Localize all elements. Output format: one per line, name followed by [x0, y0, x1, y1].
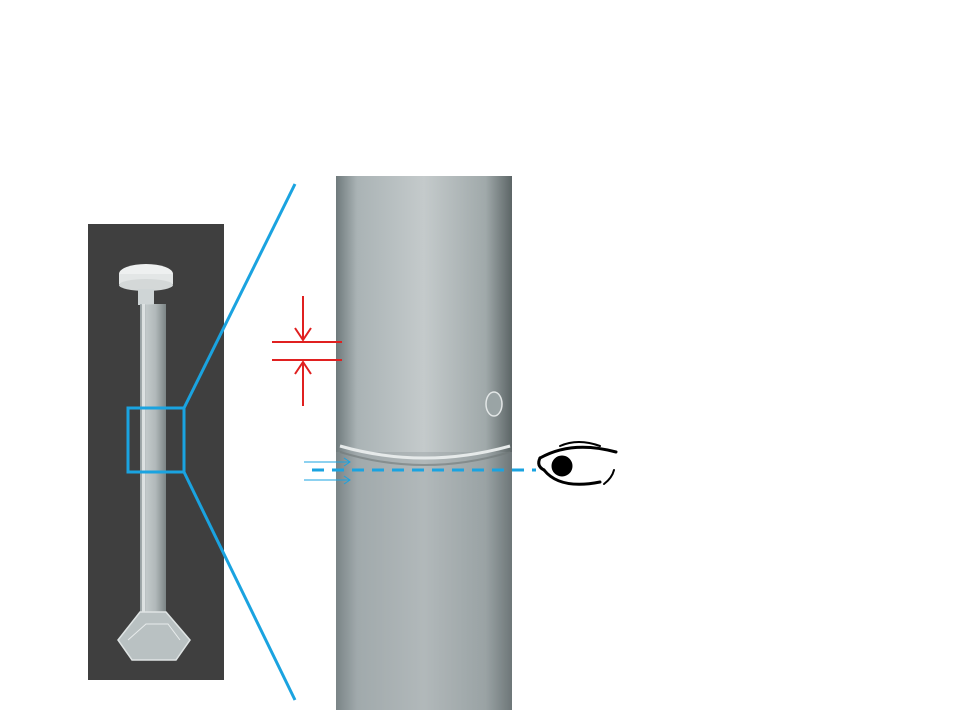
closeup-photo: [336, 176, 512, 710]
cylinder-photo: [88, 224, 224, 680]
interval-arrows: [272, 296, 342, 406]
eye-icon: [539, 442, 616, 484]
